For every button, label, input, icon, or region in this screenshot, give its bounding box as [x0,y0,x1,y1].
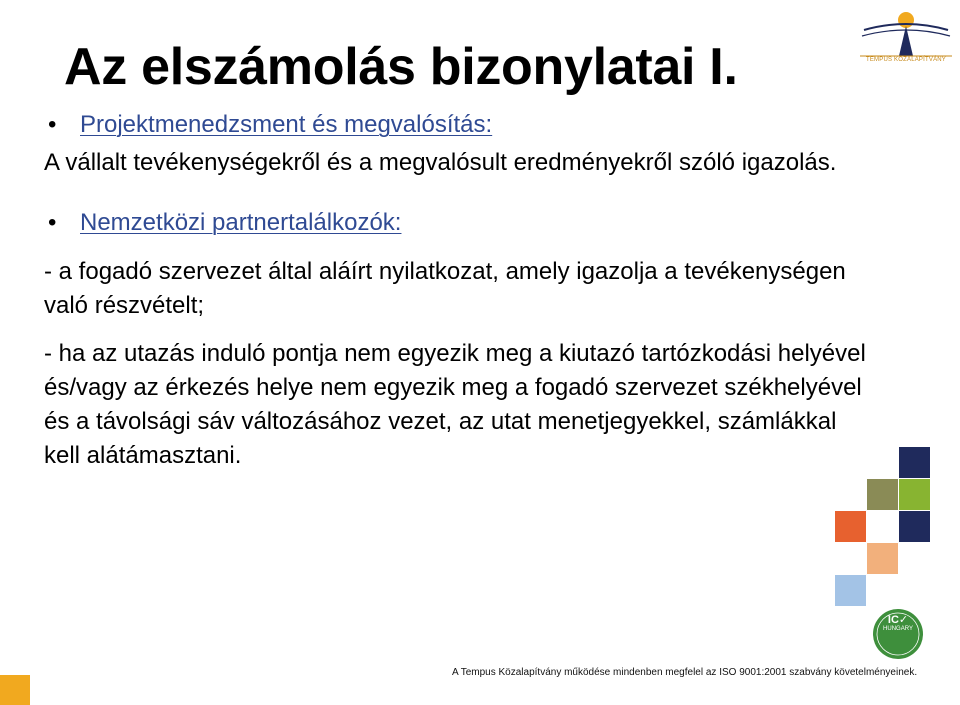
slide-title: Az elszámolás bizonylatai I. [64,38,738,96]
bullet-nemzetkozi: • Nemzetközi partnertalálkozók: [44,206,874,240]
tempus-logo-text: TEMPUS KÖZALAPÍTVÁNY [865,57,947,63]
decor-square-green [899,479,930,510]
decor-square-navy-2 [899,511,930,542]
corner-square [0,675,30,705]
paragraph-utazas: - ha az utazás induló pontja nem egyezik meg a kiutazó tartózkodási helyével és/vagy az érkezés helye nem egyezik meg a fogadó szervezet székhelyével és a távolsági sáv változásához vezet, az utat menetjegyekkel, számlákkal kell alátámasztani. [44,340,866,469]
ic-badge-title: IC✓ [887,614,909,626]
decor-square-orange [835,511,866,542]
decor-square-peach [867,543,898,574]
iso-footer-note: A Tempus Közalapítvány működése mindenben megfelel az ISO 9001:2001 szabvány követelményeinek. [452,667,918,678]
ic-badge-subtitle: HUNGARY [883,626,913,632]
decor-square-navy [899,447,930,478]
paragraph-vallalt: A vállalt tevékenységekről és a megvalósult eredményekről szóló igazolás. [44,149,837,176]
slide-content [44,108,874,473]
bullet-projektmenedzsment: • Projektmenedzsment és megvalósítás: [44,108,874,142]
paragraph-fogado: - a fogadó szervezet által aláírt nyilatkozat, amely igazolja a tevékenységen való részvételt; [44,258,846,319]
ic-hungary-badge-text [872,614,924,633]
decor-square-olive [867,479,898,510]
decor-square-lightblue [835,575,866,606]
